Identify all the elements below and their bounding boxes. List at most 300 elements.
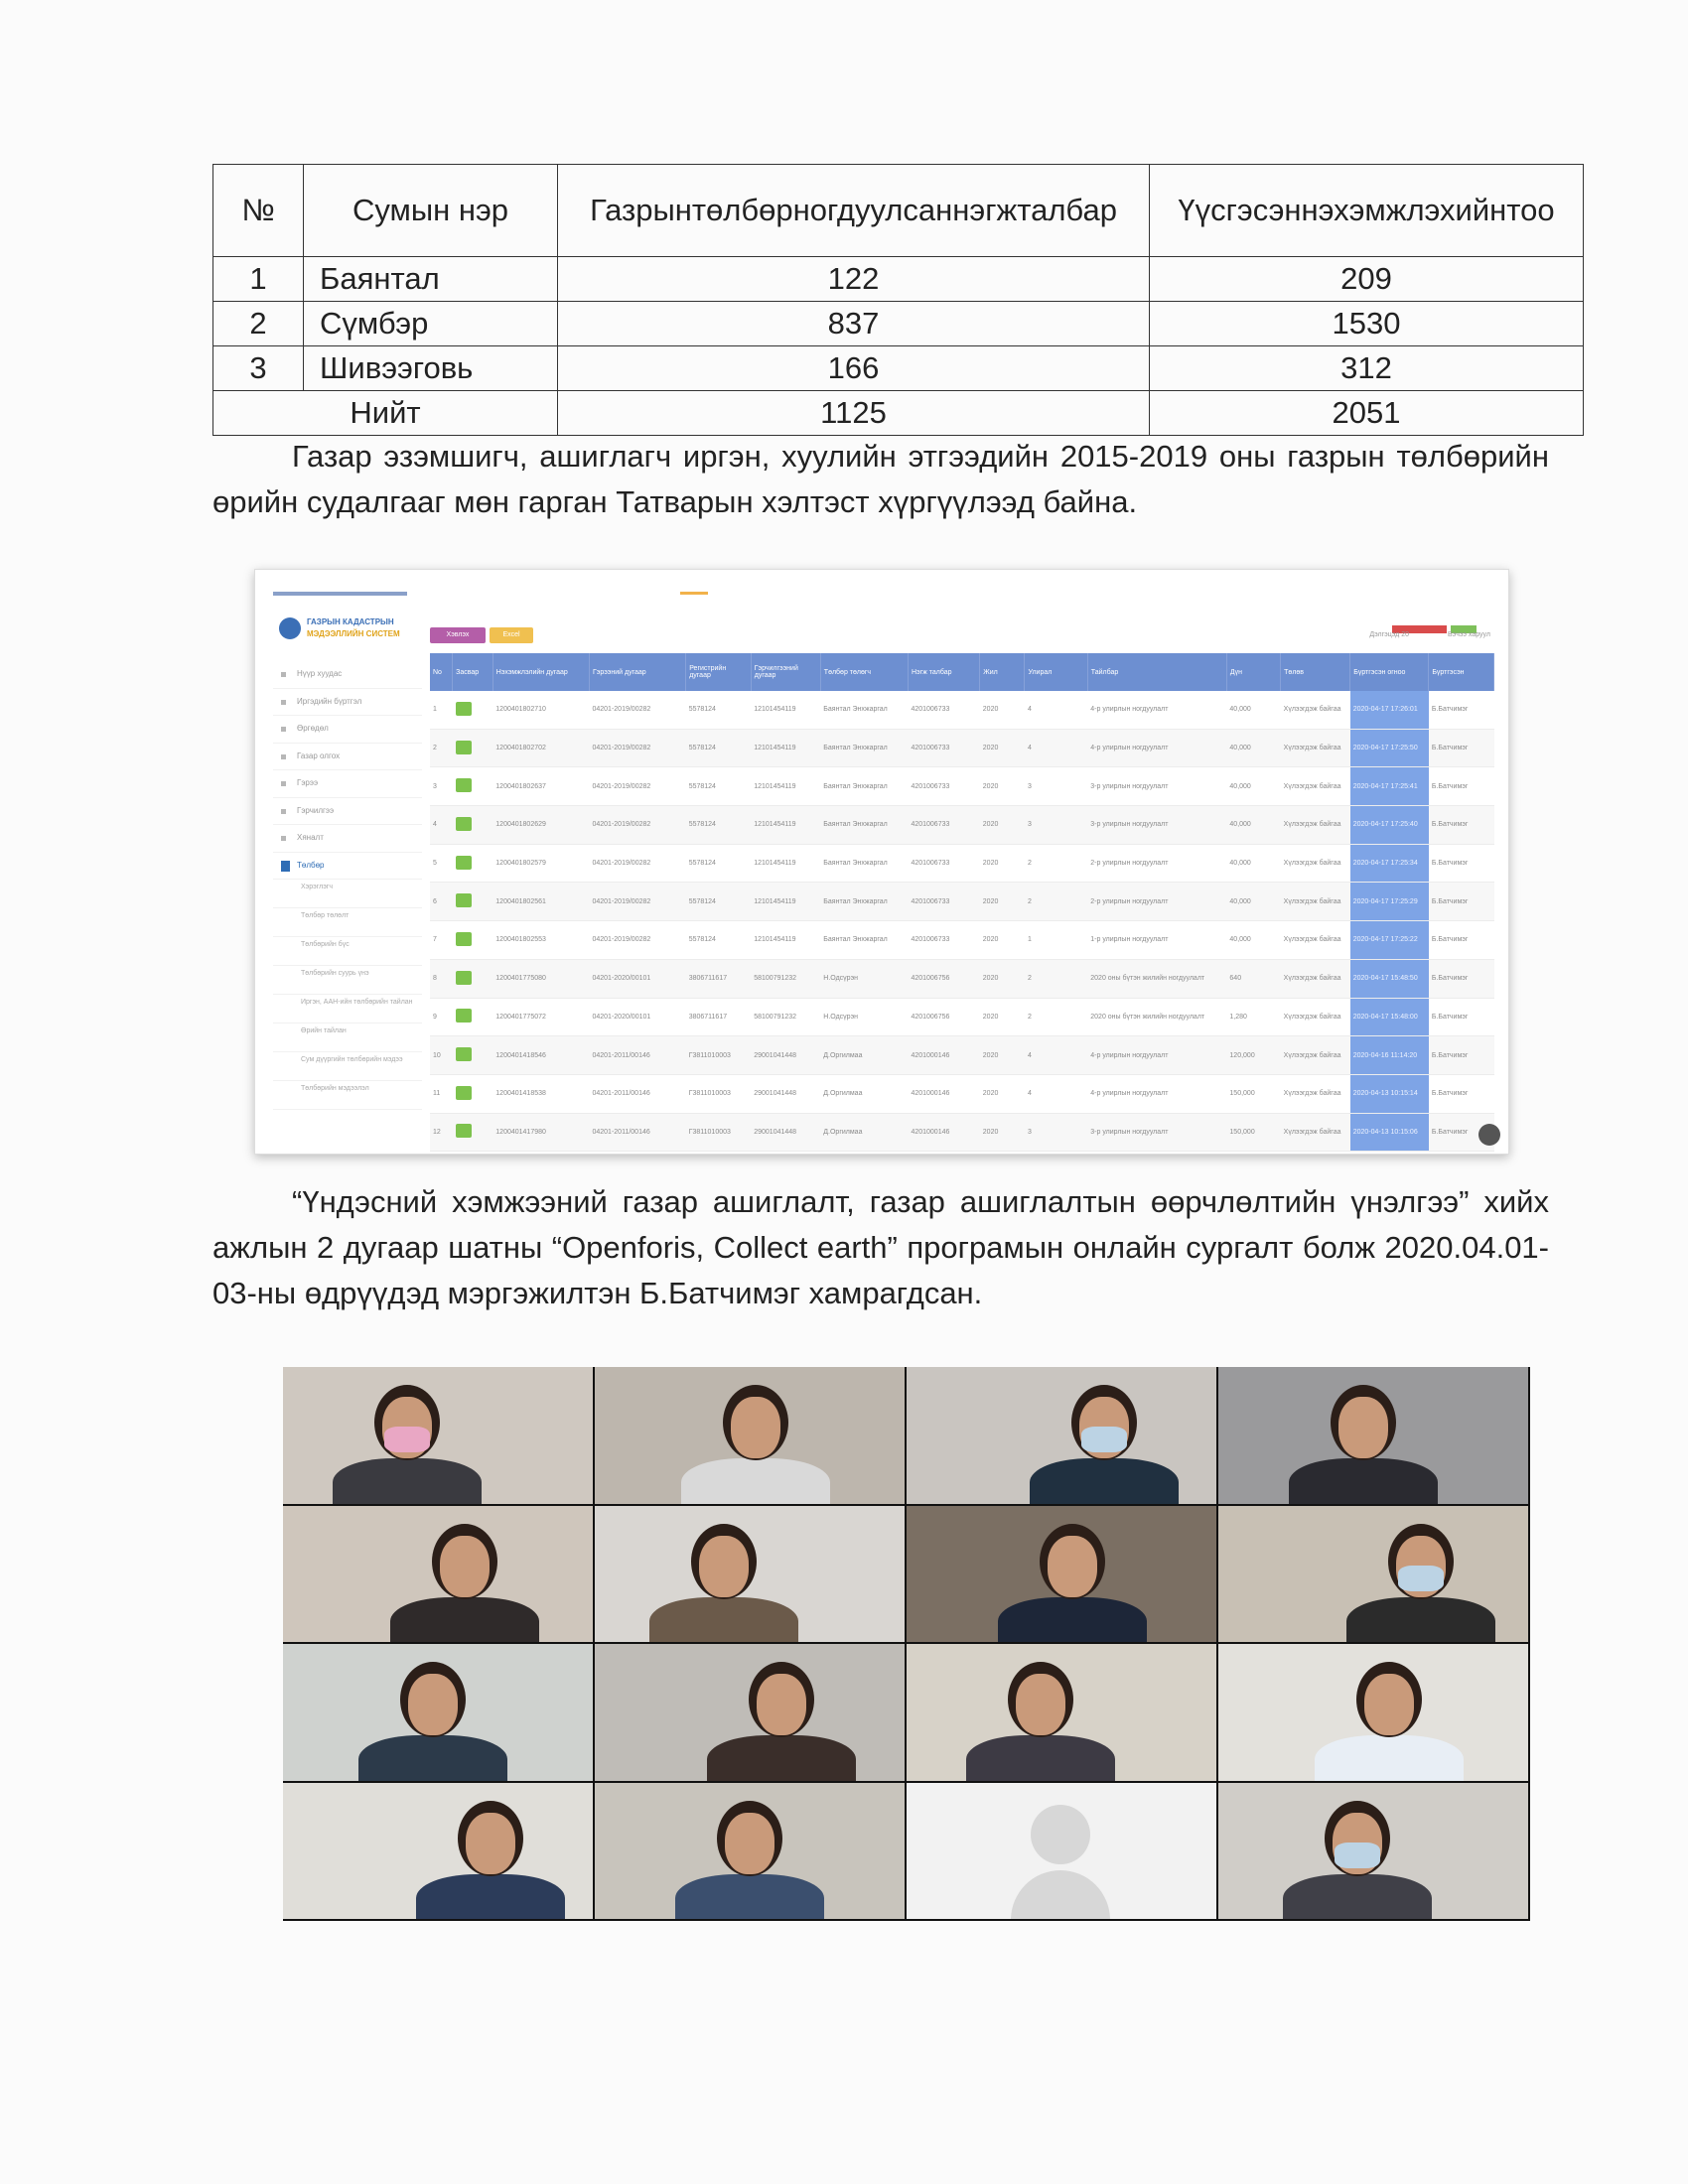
grid-cell-status: Хүлээгдэж байгаа xyxy=(1281,998,1350,1036)
grid-cell-cert: 29001041448 xyxy=(751,1113,820,1152)
grid-cell-year: 2020 xyxy=(980,921,1025,960)
grid-column-header[interactable]: Жил xyxy=(980,653,1025,691)
grid-cell-status: Хүлээгдэж байгаа xyxy=(1281,1074,1350,1113)
sidebar-item[interactable]: Гэрээ xyxy=(273,770,422,798)
edit-cell xyxy=(453,729,493,767)
table-row xyxy=(213,346,1584,391)
grid-cell-user: Б.Батчимэг xyxy=(1429,767,1494,806)
grid-cell-no: 11 xyxy=(430,1074,453,1113)
grid-cell-user: Б.Батчимэг xyxy=(1429,998,1494,1036)
grid-cell-amount: 640 xyxy=(1226,959,1280,998)
logo-icon xyxy=(279,617,301,639)
grid-cell-payer: Н.Одсүрэн xyxy=(820,959,908,998)
table-row[interactable] xyxy=(430,729,1494,767)
sidebar-subitem[interactable]: Иргэн, ААН-ийн төлбөрийн тайлан xyxy=(273,995,422,1024)
grid-cell-amount: 40,000 xyxy=(1226,844,1280,883)
excel-button[interactable]: Excel xyxy=(490,627,533,643)
grid-cell-note: 2020 оны бүтэн жилийн ногдуулалт xyxy=(1087,998,1226,1036)
grid-cell-amount: 40,000 xyxy=(1226,767,1280,806)
participant-body xyxy=(1283,1874,1432,1920)
video-conference-photo xyxy=(283,1367,1530,1921)
participant-tile xyxy=(595,1783,905,1920)
header-soum-name: Сумын нэр xyxy=(304,165,558,257)
grid-column-header[interactable]: Төлбөр төлөгч xyxy=(820,653,908,691)
grid-cell-date: 2020-04-17 15:48:00 xyxy=(1350,998,1429,1036)
table-row[interactable] xyxy=(430,998,1494,1036)
grid-cell-date: 2020-04-17 17:25:34 xyxy=(1350,844,1429,883)
row-parcels: 166 xyxy=(558,346,1150,391)
grid-cell-payer: Баянтал Энхжаргал xyxy=(820,921,908,960)
grid-column-header[interactable]: Нэхэмжлэлийн дугаар xyxy=(492,653,589,691)
sidebar-subitem[interactable]: Төлбөрийн бүс xyxy=(273,937,422,966)
search-label[interactable]: Вэчээ харуул xyxy=(1447,631,1490,638)
grid-cell-parcel: 4201006733 xyxy=(908,921,979,960)
grid-cell-contract: 04201-2011/00146 xyxy=(589,1074,685,1113)
participant-face xyxy=(757,1674,806,1735)
summary-table xyxy=(212,164,1584,436)
participant-tile xyxy=(1218,1367,1528,1504)
grid-cell-quarter: 4 xyxy=(1025,729,1087,767)
row-number: 3 xyxy=(213,346,304,391)
edit-icon[interactable] xyxy=(456,702,472,716)
grid-cell-contract: 04201-2019/00282 xyxy=(589,844,685,883)
grid-cell-contract: 04201-2019/00282 xyxy=(589,883,685,921)
row-soum-name: Баянтал xyxy=(304,257,558,302)
grid-cell-amount: 120,000 xyxy=(1226,1036,1280,1075)
sidebar-item[interactable]: Газар олгох xyxy=(273,744,422,771)
participant-tile xyxy=(907,1644,1216,1781)
paragraph-debt-survey-text: Газар эзэмшигч, ашиглагч иргэн, хуулийн этгээдийн 2015-2019 оны газрын төлбөрийн өрийн судалгааг мөн гарган Татварын хэлтэст хүргүүлээд байна. xyxy=(212,439,1549,519)
grid-column-header[interactable]: Бүртгэсэн xyxy=(1429,653,1494,691)
grid-cell-parcel: 4201006733 xyxy=(908,883,979,921)
grid-cell-year: 2020 xyxy=(980,691,1025,729)
logo-line1: ГАЗРЫН КАДАСТРЫН xyxy=(307,617,394,626)
header-number: № xyxy=(213,165,304,257)
grid-cell-note: 4-р улирлын ногдуулалт xyxy=(1087,1036,1226,1075)
grid-cell-cert: 12101454119 xyxy=(751,767,820,806)
header-parcels: Газрынтөлбөрногдуулсаннэгжталбар xyxy=(558,165,1150,257)
grid-cell-note: 4-р улирлын ногдуулалт xyxy=(1087,1074,1226,1113)
participant-body xyxy=(358,1735,507,1781)
grid-cell-quarter: 3 xyxy=(1025,806,1087,845)
participant-face xyxy=(1048,1536,1097,1597)
edit-cell xyxy=(453,1036,493,1075)
grid-cell-register: 3806711617 xyxy=(686,998,752,1036)
grid-cell-quarter: 2 xyxy=(1025,844,1087,883)
sidebar-item[interactable]: Төлбөр xyxy=(273,853,422,881)
grid-cell-invoice: 1200401802629 xyxy=(492,806,589,845)
table-row[interactable] xyxy=(430,883,1494,921)
edit-icon[interactable] xyxy=(456,1047,472,1061)
edit-icon[interactable] xyxy=(456,1009,472,1023)
grid-column-header[interactable]: Засвар xyxy=(453,653,493,691)
table-row[interactable] xyxy=(430,959,1494,998)
grid-cell-cert: 12101454119 xyxy=(751,729,820,767)
sidebar-subitem[interactable]: Төлбөрийн суурь үнэ xyxy=(273,966,422,995)
grid-cell-payer: Баянтал Энхжаргал xyxy=(820,806,908,845)
grid-cell-year: 2020 xyxy=(980,1113,1025,1152)
grid-cell-year: 2020 xyxy=(980,998,1025,1036)
grid-cell-parcel: 4201000146 xyxy=(908,1113,979,1152)
grid-cell-register: 3806711617 xyxy=(686,959,752,998)
grid-cell-contract: 04201-2019/00282 xyxy=(589,806,685,845)
grid-cell-payer: Баянтал Энхжаргал xyxy=(820,729,908,767)
paragraph-training-text: “Үндэсний хэмжээний газар ашиглалт, газар ашиглалтын өөрчлөлтийн үнэлгээ” хийх ажлын 2 дугаар шатны “Openforis, Collect earth” програмын онлайн сургалт болж 2020.04.01-03-ны өдрүүдэд мэргэжилтэн Б.Батчимэг хамрагдсан. xyxy=(212,1184,1549,1310)
invoice-grid xyxy=(430,653,1494,1152)
grid-cell-amount: 40,000 xyxy=(1226,883,1280,921)
grid-cell-date: 2020-04-17 17:25:22 xyxy=(1350,921,1429,960)
cadastre-system-screenshot xyxy=(254,569,1509,1155)
grid-cell-contract: 04201-2011/00146 xyxy=(589,1113,685,1152)
participant-body xyxy=(416,1874,565,1920)
edit-cell xyxy=(453,806,493,845)
grid-column-header[interactable]: Гэрчилгээний дугаар xyxy=(751,653,820,691)
grid-cell-register: 5578124 xyxy=(686,883,752,921)
table-row xyxy=(213,302,1584,346)
participant-body xyxy=(707,1735,856,1781)
total-invoices: 2051 xyxy=(1150,391,1584,436)
edit-cell xyxy=(453,883,493,921)
sidebar-item[interactable]: Нүүр хуудас xyxy=(273,661,422,689)
edit-cell xyxy=(453,1113,493,1152)
edit-icon[interactable] xyxy=(456,893,472,907)
grid-column-header[interactable]: Гэрээний дугаар xyxy=(589,653,685,691)
row-number: 2 xyxy=(213,302,304,346)
grid-cell-cert: 12101454119 xyxy=(751,844,820,883)
sidebar-subitem[interactable]: Сум дүүргийн төлбөрийн мэдээ xyxy=(273,1052,422,1081)
edit-cell xyxy=(453,998,493,1036)
participant-body xyxy=(966,1735,1115,1781)
grid-cell-year: 2020 xyxy=(980,1036,1025,1075)
grid-cell-parcel: 4201006733 xyxy=(908,691,979,729)
grid-cell-payer: Баянтал Энхжаргал xyxy=(820,883,908,921)
grid-cell-user: Б.Батчимэг xyxy=(1429,691,1494,729)
grid-cell-cert: 12101454119 xyxy=(751,883,820,921)
edit-icon[interactable] xyxy=(456,1124,472,1138)
participant-face xyxy=(1364,1674,1414,1735)
participant-tile xyxy=(595,1644,905,1781)
edit-icon[interactable] xyxy=(456,741,472,754)
grid-cell-contract: 04201-2011/00146 xyxy=(589,1036,685,1075)
sidebar-item[interactable]: Хяналт xyxy=(273,825,422,853)
table-row[interactable] xyxy=(430,767,1494,806)
grid-cell-contract: 04201-2019/00282 xyxy=(589,921,685,960)
grid-cell-parcel: 4201000146 xyxy=(908,1036,979,1075)
grid-cell-quarter: 4 xyxy=(1025,691,1087,729)
grid-cell-note: 3-р улирлын ногдуулалт xyxy=(1087,1113,1226,1152)
grid-cell-no: 2 xyxy=(430,729,453,767)
grid-cell-amount: 150,000 xyxy=(1226,1074,1280,1113)
grid-cell-no: 3 xyxy=(430,767,453,806)
grid-cell-year: 2020 xyxy=(980,1074,1025,1113)
participant-body xyxy=(333,1458,482,1504)
total-parcels: 1125 xyxy=(558,391,1150,436)
grid-cell-parcel: 4201006733 xyxy=(908,729,979,767)
table-row[interactable] xyxy=(430,1036,1494,1075)
grid-cell-no: 10 xyxy=(430,1036,453,1075)
row-invoices: 312 xyxy=(1150,346,1584,391)
grid-cell-invoice: 1200401802579 xyxy=(492,844,589,883)
grid-column-header[interactable]: Төлөв xyxy=(1281,653,1350,691)
face-mask xyxy=(1081,1427,1127,1452)
grid-cell-invoice: 1200401775072 xyxy=(492,998,589,1036)
grid-cell-no: 6 xyxy=(430,883,453,921)
sidebar-subitem[interactable]: Хэрэглэгч xyxy=(273,880,422,908)
grid-column-header[interactable]: Тайлбар xyxy=(1087,653,1226,691)
grid-cell-no: 8 xyxy=(430,959,453,998)
grid-cell-quarter: 2 xyxy=(1025,959,1087,998)
face-mask xyxy=(1335,1843,1380,1868)
grid-cell-register: 5578124 xyxy=(686,844,752,883)
grid-cell-parcel: 4201006733 xyxy=(908,806,979,845)
grid-cell-date: 2020-04-17 17:25:40 xyxy=(1350,806,1429,845)
grid-cell-register: 5578124 xyxy=(686,729,752,767)
table-row[interactable] xyxy=(430,844,1494,883)
grid-cell-status: Хүлээгдэж байгаа xyxy=(1281,691,1350,729)
grid-cell-register: Г3811010003 xyxy=(686,1036,752,1075)
grid-cell-user: Б.Батчимэг xyxy=(1429,959,1494,998)
logo-line2: МЭДЭЭЛЛИЙН СИСТЕМ xyxy=(307,629,400,638)
page-size-select[interactable]: Дэлгэцэд 20 xyxy=(1369,631,1409,638)
grid-cell-payer: Баянтал Энхжаргал xyxy=(820,691,908,729)
grid-cell-invoice: 1200401802561 xyxy=(492,883,589,921)
grid-cell-note: 1-р улирлын ногдуулалт xyxy=(1087,921,1226,960)
grid-cell-cert: 12101454119 xyxy=(751,921,820,960)
grid-cell-invoice: 1200401802637 xyxy=(492,767,589,806)
edit-cell xyxy=(453,691,493,729)
edit-icon[interactable] xyxy=(456,817,472,831)
grid-cell-no: 7 xyxy=(430,921,453,960)
grid-cell-note: 2-р улирлын ногдуулалт xyxy=(1087,883,1226,921)
participant-face xyxy=(725,1813,774,1874)
grid-cell-register: Г3811010003 xyxy=(686,1074,752,1113)
grid-cell-user: Б.Батчимэг xyxy=(1429,729,1494,767)
grid-cell-status: Хүлээгдэж байгаа xyxy=(1281,729,1350,767)
header-invoices: Үүсгэсэннэхэмжлэхийнтоо xyxy=(1150,165,1584,257)
grid-cell-date: 2020-04-13 10:15:06 xyxy=(1350,1113,1429,1152)
top-bar xyxy=(273,592,1494,598)
participant-face xyxy=(1016,1674,1065,1735)
grid-cell-date: 2020-04-17 17:26:01 xyxy=(1350,691,1429,729)
grid-cell-user: Б.Батчимэг xyxy=(1429,844,1494,883)
grid-cell-cert: 29001041448 xyxy=(751,1036,820,1075)
grid-cell-status: Хүлээгдэж байгаа xyxy=(1281,921,1350,960)
grid-cell-cert: 58100791232 xyxy=(751,959,820,998)
grid-cell-invoice: 1200401802553 xyxy=(492,921,589,960)
scroll-top-button[interactable] xyxy=(1478,1124,1500,1146)
participant-body xyxy=(1346,1597,1495,1643)
grid-cell-user: Б.Батчимэг xyxy=(1429,806,1494,845)
grid-cell-status: Хүлээгдэж байгаа xyxy=(1281,883,1350,921)
grid-cell-note: 3-р улирлын ногдуулалт xyxy=(1087,806,1226,845)
face-mask xyxy=(1398,1566,1444,1591)
participant-body xyxy=(1315,1735,1464,1781)
grid-cell-invoice: 1200401775080 xyxy=(492,959,589,998)
edit-icon[interactable] xyxy=(456,932,472,946)
participant-tile xyxy=(595,1506,905,1643)
print-button[interactable]: Хэвлэх xyxy=(430,627,486,643)
participant-face xyxy=(408,1674,458,1735)
grid-cell-amount: 1,280 xyxy=(1226,998,1280,1036)
grid-cell-note: 4-р улирлын ногдуулалт xyxy=(1087,691,1226,729)
avatar-body xyxy=(1011,1870,1110,1920)
grid-body xyxy=(430,691,1494,1152)
grid-cell-amount: 40,000 xyxy=(1226,729,1280,767)
grid-cell-cert: 29001041448 xyxy=(751,1074,820,1113)
grid-cell-quarter: 2 xyxy=(1025,883,1087,921)
grid-cell-contract: 04201-2019/00282 xyxy=(589,729,685,767)
grid-cell-date: 2020-04-17 17:25:29 xyxy=(1350,883,1429,921)
grid-cell-status: Хүлээгдэж байгаа xyxy=(1281,806,1350,845)
grid-cell-parcel: 4201006756 xyxy=(908,959,979,998)
participant-tile xyxy=(907,1783,1216,1920)
grid-cell-quarter: 3 xyxy=(1025,767,1087,806)
face-mask xyxy=(384,1427,430,1452)
paragraph-training xyxy=(212,1179,1549,1316)
grid-cell-user: Б.Батчимэг xyxy=(1429,1113,1494,1152)
table-total-row xyxy=(213,391,1584,436)
participant-tile xyxy=(1218,1783,1528,1920)
grid-cell-status: Хүлээгдэж байгаа xyxy=(1281,767,1350,806)
grid-cell-cert: 58100791232 xyxy=(751,998,820,1036)
sidebar-subitem[interactable]: Өрийн тайлан xyxy=(273,1024,422,1052)
grid-header-row xyxy=(430,653,1494,691)
total-label: Нийт xyxy=(213,391,558,436)
grid-cell-parcel: 4201006733 xyxy=(908,767,979,806)
grid-cell-year: 2020 xyxy=(980,959,1025,998)
table-row[interactable] xyxy=(430,806,1494,845)
grid-cell-no: 1 xyxy=(430,691,453,729)
paragraph-debt-survey xyxy=(212,434,1549,525)
grid-cell-note: 2-р улирлын ногдуулалт xyxy=(1087,844,1226,883)
participant-face xyxy=(731,1397,780,1458)
table-row[interactable] xyxy=(430,921,1494,960)
grid-cell-quarter: 4 xyxy=(1025,1074,1087,1113)
row-invoices: 1530 xyxy=(1150,302,1584,346)
grid-cell-payer: Д.Оргилмаа xyxy=(820,1113,908,1152)
grid-cell-quarter: 1 xyxy=(1025,921,1087,960)
grid-column-header[interactable]: Улирал xyxy=(1025,653,1087,691)
row-soum-name: Шивээговь xyxy=(304,346,558,391)
grid-cell-amount: 40,000 xyxy=(1226,691,1280,729)
table-row[interactable] xyxy=(430,691,1494,729)
grid-cell-date: 2020-04-17 17:25:50 xyxy=(1350,729,1429,767)
top-bar-marker xyxy=(680,592,708,595)
grid-cell-year: 2020 xyxy=(980,883,1025,921)
top-bar-strip xyxy=(273,592,407,596)
grid-cell-no: 12 xyxy=(430,1113,453,1152)
grid-cell-note: 2020 оны бүтэн жилийн ногдуулалт xyxy=(1087,959,1226,998)
grid-cell-user: Б.Батчимэг xyxy=(1429,1074,1494,1113)
grid-cell-quarter: 4 xyxy=(1025,1036,1087,1075)
grid-cell-cert: 12101454119 xyxy=(751,806,820,845)
sidebar-item[interactable]: Өргөдөл xyxy=(273,716,422,744)
grid-cell-status: Хүлээгдэж байгаа xyxy=(1281,1113,1350,1152)
participant-body xyxy=(1030,1458,1179,1504)
table-row[interactable] xyxy=(430,1074,1494,1113)
participant-tile xyxy=(283,1506,593,1643)
sidebar-item[interactable]: Гэрчилгээ xyxy=(273,798,422,826)
edit-icon[interactable] xyxy=(456,778,472,792)
grid-cell-date: 2020-04-17 17:25:41 xyxy=(1350,767,1429,806)
grid-cell-no: 4 xyxy=(430,806,453,845)
grid-cell-register: 5578124 xyxy=(686,691,752,729)
grid-column-header[interactable]: Дүн xyxy=(1226,653,1280,691)
grid-cell-user: Б.Батчимэг xyxy=(1429,883,1494,921)
grid-cell-note: 4-р улирлын ногдуулалт xyxy=(1087,729,1226,767)
participant-body xyxy=(649,1597,798,1643)
edit-icon[interactable] xyxy=(456,971,472,985)
participant-body xyxy=(1289,1458,1438,1504)
grid-cell-year: 2020 xyxy=(980,806,1025,845)
edit-icon[interactable] xyxy=(456,1086,472,1100)
grid-cell-parcel: 4201000146 xyxy=(908,1074,979,1113)
grid-cell-quarter: 3 xyxy=(1025,1113,1087,1152)
grid-cell-amount: 40,000 xyxy=(1226,806,1280,845)
edit-cell xyxy=(453,844,493,883)
grid-cell-invoice: 1200401418546 xyxy=(492,1036,589,1075)
system-logo xyxy=(279,615,398,651)
table-row[interactable] xyxy=(430,1113,1494,1152)
grid-cell-user: Б.Батчимэг xyxy=(1429,921,1494,960)
grid-cell-cert: 12101454119 xyxy=(751,691,820,729)
participant-tile xyxy=(1218,1506,1528,1643)
participant-tile xyxy=(595,1367,905,1504)
participant-tile xyxy=(283,1783,593,1920)
participant-tile xyxy=(907,1506,1216,1643)
participant-body xyxy=(390,1597,539,1643)
sidebar-subitem[interactable]: Төлбөрийн мэдээлэл xyxy=(273,1081,422,1110)
grid-cell-parcel: 4201006756 xyxy=(908,998,979,1036)
edit-icon[interactable] xyxy=(456,856,472,870)
grid-cell-note: 3-р улирлын ногдуулалт xyxy=(1087,767,1226,806)
grid-cell-contract: 04201-2020/00101 xyxy=(589,998,685,1036)
edit-cell xyxy=(453,767,493,806)
grid-cell-year: 2020 xyxy=(980,844,1025,883)
grid-cell-year: 2020 xyxy=(980,767,1025,806)
grid-cell-no: 9 xyxy=(430,998,453,1036)
grid-cell-invoice: 1200401802710 xyxy=(492,691,589,729)
grid-cell-status: Хүлээгдэж байгаа xyxy=(1281,959,1350,998)
participant-tile xyxy=(283,1644,593,1781)
grid-cell-register: Г3811010003 xyxy=(686,1113,752,1152)
row-soum-name: Сүмбэр xyxy=(304,302,558,346)
grid-cell-invoice: 1200401418538 xyxy=(492,1074,589,1113)
row-number: 1 xyxy=(213,257,304,302)
grid-cell-amount: 40,000 xyxy=(1226,921,1280,960)
grid-cell-payer: Баянтал Энхжаргал xyxy=(820,844,908,883)
participant-body xyxy=(998,1597,1147,1643)
grid-cell-date: 2020-04-16 11:14:20 xyxy=(1350,1036,1429,1075)
sidebar-subitem[interactable]: Төлбөр төлөлт xyxy=(273,908,422,937)
edit-cell xyxy=(453,1074,493,1113)
participant-body xyxy=(675,1874,824,1920)
row-invoices: 209 xyxy=(1150,257,1584,302)
grid-cell-invoice: 1200401802702 xyxy=(492,729,589,767)
grid-column-header[interactable]: No xyxy=(430,653,453,691)
row-parcels: 122 xyxy=(558,257,1150,302)
participant-face xyxy=(440,1536,490,1597)
grid-cell-no: 5 xyxy=(430,844,453,883)
grid-column-header[interactable]: Регистрийн дугаар xyxy=(686,653,752,691)
grid-cell-invoice: 1200401417980 xyxy=(492,1113,589,1152)
grid-cell-contract: 04201-2020/00101 xyxy=(589,959,685,998)
edit-cell xyxy=(453,959,493,998)
sidebar-item[interactable]: Иргэдийн бүртгэл xyxy=(273,689,422,717)
grid-cell-register: 5578124 xyxy=(686,921,752,960)
grid-column-header[interactable]: Нэгж талбар xyxy=(908,653,979,691)
grid-column-header[interactable]: Бүртгэсэн огноо xyxy=(1350,653,1429,691)
